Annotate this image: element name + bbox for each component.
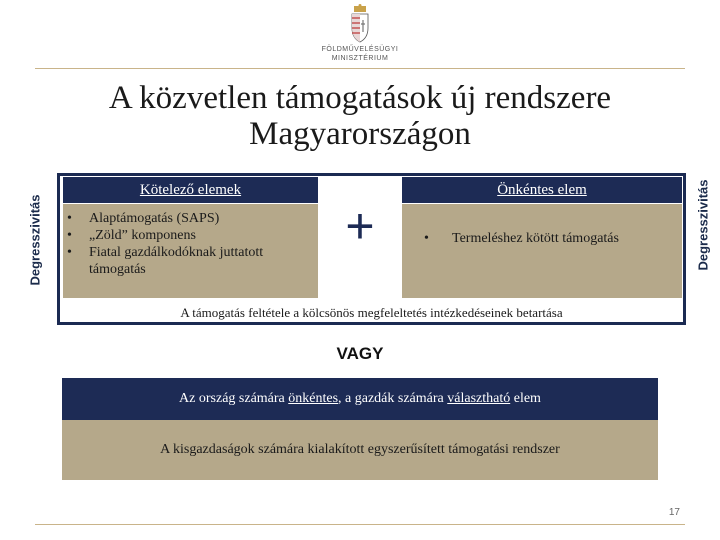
optional-text-part-5: elem: [510, 391, 541, 406]
hungarian-coat-of-arms-icon: [349, 4, 371, 44]
voluntary-items-list: [424, 230, 674, 247]
voluntary-header-text: Önkéntes elem: [497, 182, 587, 198]
optional-text-selectable: választható: [447, 391, 511, 406]
voluntary-item-coupled: Termeléshez kötött támogatás: [452, 231, 619, 246]
bullet-icon: •: [67, 228, 72, 243]
plus-icon: +: [345, 198, 375, 254]
slide-title-line-2: Magyarországon: [249, 116, 471, 152]
list-item: [67, 227, 312, 244]
top-divider: [35, 68, 685, 69]
mandatory-elements-box: [63, 204, 318, 298]
mandatory-elements-header: [63, 177, 318, 203]
list-item: [67, 210, 312, 227]
ministry-name: [300, 45, 420, 63]
degressivity-text-left: Degresszivitás: [27, 194, 43, 286]
ministry-line-2: MINISZTÉRIUM: [331, 55, 389, 62]
bottom-divider: [35, 524, 685, 525]
mandatory-header-text: Kötelező elemek: [139, 182, 242, 198]
degressivity-label-right: [692, 150, 714, 300]
list-item: [424, 230, 674, 247]
cross-compliance-condition: A támogatás feltétele a kölcsönös megfeleltetés intézkedéseinek betartása: [180, 305, 563, 320]
slide-title-line-1: A közvetlen támogatások új rendszere: [108, 80, 612, 116]
or-label: VAGY: [336, 344, 384, 363]
bullet-icon: •: [424, 231, 429, 246]
degressivity-text-right: Degresszivitás: [695, 179, 711, 271]
optional-element-box: [62, 378, 658, 420]
bullet-icon: •: [67, 211, 72, 226]
degressivity-label-left: [24, 170, 46, 310]
list-item: [67, 244, 312, 278]
optional-text-part-3: , a gazdák számára: [338, 391, 448, 406]
optional-text-voluntary: önkéntes: [288, 391, 339, 406]
bullet-icon: •: [67, 245, 72, 260]
mandatory-item-saps: Alaptámogatás (SAPS): [89, 211, 220, 226]
mandatory-item-green: „Zöld” komponens: [89, 228, 196, 243]
voluntary-element-header: [402, 177, 682, 203]
small-farmers-scheme-box: A kisgazdaságok számára kialakított egyszerűsített támogatási rendszer: [62, 420, 658, 480]
page-number: 17: [668, 507, 680, 518]
voluntary-element-box: [402, 204, 682, 298]
ministry-line-1: FÖLDMŰVELÉSÜGYI: [321, 46, 399, 53]
optional-text-part-1: Az ország számára: [179, 391, 289, 406]
mandatory-item-young-farmers: Fiatal gazdálkodóknak juttatott támogatás: [89, 245, 264, 277]
slide-title: [40, 80, 680, 152]
mandatory-items-list: [67, 210, 312, 278]
